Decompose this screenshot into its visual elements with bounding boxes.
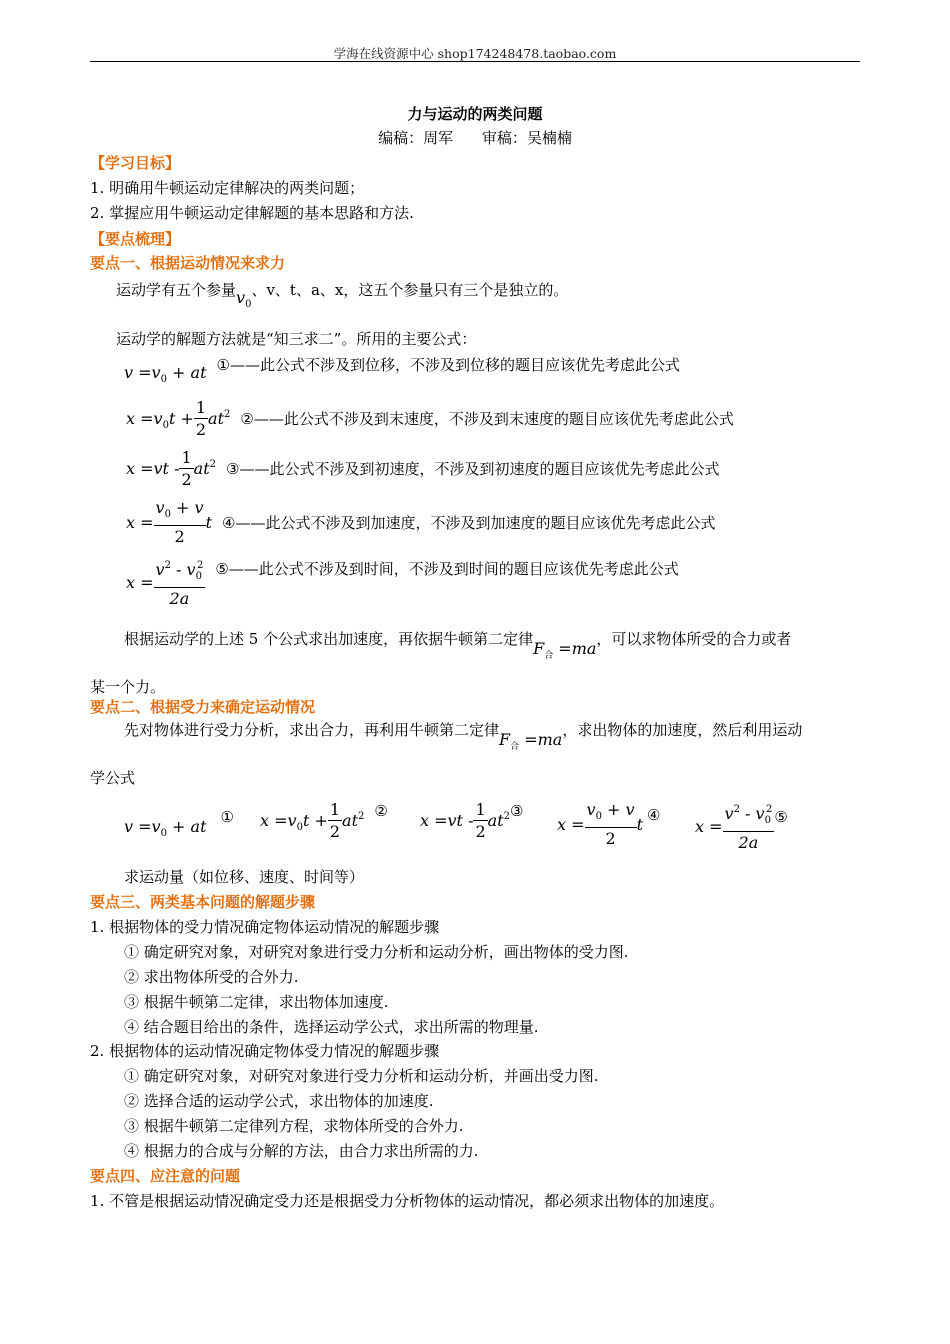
point1-intro — [116, 279, 569, 310]
point1-conclusion-a: 根据运动学的上述 5 个公式求出加速度，再依据牛顿第二定律 — [124, 630, 534, 648]
formula-5: x = $\frac{v^2 - v_0^2}{2a}$ — [126, 573, 205, 592]
formula-1-note: ①——此公式不涉及到位移，不涉及到位移的题目应该优先考虑此公式 — [216, 356, 680, 374]
point3-group1-step-1: ① 确定研究对象，对研究对象进行受力分析和运动分析，画出物体的受力图. — [124, 943, 629, 961]
point1-conclusion-c: 某一个力。 — [90, 678, 166, 696]
formula-row-5 — [126, 556, 679, 610]
mark-2: ② — [374, 802, 388, 820]
point3-group1-step-4: ④ 结合题目给出的条件，选择运动学公式，求出所需的物理量. — [124, 1018, 539, 1036]
formula-3: x =vt - $\frac{1}{2}$ $at^2$ — [126, 448, 217, 489]
formula-3-note: ③——此公式不涉及到初速度，不涉及到初速度的题目应该优先考虑此公式 — [226, 460, 720, 478]
point3-group1-title: 1. 根据物体的受力情况确定物体运动情况的解题步骤 — [90, 918, 440, 936]
goal-item-2: 2. 掌握应用牛顿运动定律解题的基本思路和方法. — [90, 204, 414, 222]
goal-item-1: 1. 明确用牛顿运动定律解决的两类问题； — [90, 179, 365, 197]
point3-heading: 要点三、两类基本问题的解题步骤 — [90, 893, 316, 911]
point4-heading: 要点四、应注意的问题 — [90, 1167, 241, 1185]
formula-newton-1: $F_合 =ma$ — [533, 639, 597, 661]
formula-2: $x =v_0t$ + $\frac{1}{2}$ $at^2$ — [126, 398, 231, 439]
goals-heading: 【学习目标】 — [90, 154, 181, 172]
editor: 编稿：周军 — [378, 129, 454, 147]
formula-1: $v =v_0$ + at — [124, 363, 207, 385]
point1-intro-b: 、v、t、a、x，这五个参量只有三个是独立的。 — [251, 281, 569, 299]
point3-group2-step-2: ② 选择合适的运动学公式，求出物体的加速度. — [124, 1092, 434, 1110]
inline-formula-5: x = $\frac{v^2 - v_0^2}{2a}$ ⑤ — [695, 800, 788, 854]
point4-item-1: 1. 不管是根据运动情况确定受力还是根据受力分析物体的运动情况，都必须求出物体的加速度。 — [90, 1192, 725, 1210]
point1-heading: 要点一、根据运动情况来求力 — [90, 254, 286, 272]
formula-2-note: ②——此公式不涉及到末速度，不涉及到末速度的题目应该优先考虑此公式 — [240, 410, 734, 428]
inline-formula-3: x =vt - $\frac{1}{2}$ $at^2③$ — [420, 800, 524, 841]
authors-line — [0, 127, 950, 148]
inline-formula-1: $v =v_0$ + at ① — [124, 808, 234, 839]
point2-text-c: 学公式 — [90, 769, 136, 787]
point2-result: 求运动量（如位移、速度、时间等） — [124, 868, 365, 886]
formula-5-note: ⑤——此公式不涉及到时间，不涉及到时间的题目应该优先考虑此公式 — [215, 559, 679, 578]
mark-1: ① — [220, 808, 234, 826]
mark-5: ⑤ — [774, 807, 788, 826]
point2-heading: 要点二、根据受力来确定运动情况 — [90, 698, 316, 716]
reviewer: 审稿：吴楠楠 — [481, 129, 572, 147]
formula-row-4 — [126, 498, 715, 548]
doc-title: 力与运动的两类问题 — [407, 105, 543, 123]
formula-row-3 — [126, 448, 719, 491]
mark-3: ③ — [510, 802, 524, 820]
header-rule — [90, 61, 860, 62]
point1-intro-a: 运动学有五个参量 — [116, 281, 237, 299]
point3-group2-step-1: ① 确定研究对象，对研究对象进行受力分析和运动分析，并画出受力图. — [124, 1067, 599, 1085]
point3-group2-title: 2. 根据物体的运动情况确定物体受力情况的解题步骤 — [90, 1042, 440, 1060]
mark-4: ④ — [647, 805, 661, 824]
formula-4-note: ④——此公式不涉及到加速度，不涉及到加速度的题目应该优先考虑此公式 — [222, 513, 716, 532]
summary-heading: 【要点梳理】 — [90, 230, 181, 248]
inline-formula-2: $x =v_0t$ + $\frac{1}{2}$ $at^2$ ② — [260, 800, 388, 841]
point2-text-b: ，求出物体的加速度，然后利用运动 — [562, 721, 803, 739]
point2-text-a: 先对物体进行受力分析，求出合力，再利用牛顿第二定律 — [124, 721, 500, 739]
point3-group2-step-4: ④ 根据力的合成与分解的方法，由合力求出所需的力. — [124, 1142, 479, 1160]
formula-4: x = $\frac{v_0 + v}{2}$ t — [126, 498, 212, 546]
point1-conclusion-b: ，可以求物体所受的合力或者 — [596, 630, 792, 648]
point1-method: 运动学的解题方法就是“知三求二”。所用的主要公式： — [116, 330, 477, 348]
formula-row-2 — [126, 398, 734, 441]
point3-group1-step-3: ③ 根据牛顿第二定律，求出物体加速度. — [124, 993, 389, 1011]
formula-row-1 — [124, 354, 680, 385]
point1-conclusion — [124, 628, 792, 661]
point2-text — [124, 719, 803, 752]
point3-group2-step-3: ③ 根据牛顿第二定律列方程，求物体所受的合外力. — [124, 1117, 464, 1135]
formula-v0: $v_0$ — [236, 288, 252, 310]
page-header: 学海在线资源中心 shop174248478.taobao.com — [333, 46, 617, 61]
inline-formula-4: x = $\frac{v_0 + v}{2}$ t ④ — [557, 800, 661, 848]
point3-group1-step-2: ② 求出物体所受的合外力. — [124, 968, 299, 986]
formula-newton-2: $F_合 =ma$ — [499, 730, 563, 752]
